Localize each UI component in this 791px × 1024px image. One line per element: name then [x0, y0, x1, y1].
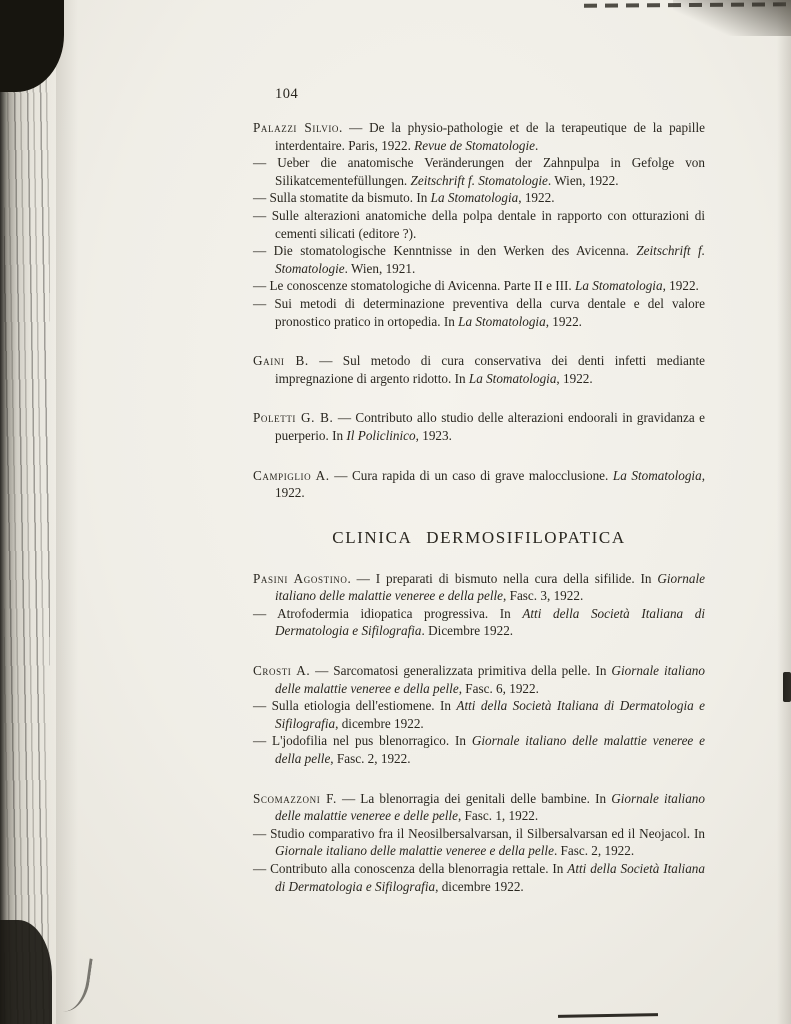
entry-text: , 1923. — [415, 427, 452, 443]
bib-entry-gaini-b — [253, 352, 705, 387]
journal-title: Giornale italiano delle malattie veneree e della pelle — [275, 843, 554, 859]
entry-text: — Contributo alla conoscenza della blenorragia rettale. In — [253, 861, 568, 876]
journal-title: Zeitschrift f. Stomatologie — [410, 172, 548, 188]
author-name: Poletti G. B. — [253, 410, 334, 426]
journal-title: Il Policlinico — [346, 427, 416, 443]
bib-entry-scomazzoni-f — [253, 790, 705, 896]
journal-title: Zeitschrift f. Stomatologie — [275, 243, 705, 276]
bib-item — [253, 790, 705, 825]
bibliography-section-1 — [253, 119, 705, 502]
journal-title: Giornale italiano delle malattie veneree e della pelle — [275, 570, 705, 604]
entry-text: — L'jodofilia nel pus blenorragico. In — [253, 733, 472, 749]
entry-text: , dicembre 1922. — [335, 715, 424, 731]
page-number: 104 — [275, 86, 299, 102]
entry-text: — Die stomatologische Kenntnisse in den Werken des Avicenna. — [253, 243, 637, 259]
bib-item — [253, 119, 705, 154]
bibliography-section-2 — [253, 528, 705, 896]
journal-title: Atti della Società Italiana di Dermatologia e Sifilografia — [275, 698, 706, 731]
entry-text: . Wien, 1922. — [547, 172, 619, 188]
page-content — [253, 86, 705, 917]
author-name: Campiglio A. — [253, 467, 330, 483]
journal-title: La Stomatologia — [458, 313, 546, 329]
entry-text: — Sulla etiologia dell'estiomene. In — [253, 698, 457, 714]
entry-text: . — I preparati di bismuto nella cura della sifilide. In — [347, 570, 658, 586]
bib-entry-crosti-a — [253, 662, 705, 768]
bib-item — [253, 605, 705, 640]
entry-text: , 1922. — [556, 370, 593, 386]
entry-text: — Contributo allo studio delle alterazioni endoorali in gravidanza e puerperio. In — [275, 410, 705, 443]
author-name: Scomazzoni F. — [253, 790, 337, 806]
journal-title: La Stomatologia — [468, 370, 557, 386]
bib-item — [253, 207, 705, 242]
bib-entry-pasini-agostino — [253, 570, 705, 640]
bib-item — [253, 825, 705, 860]
journal-title: La Stomatologia — [612, 467, 702, 483]
journal-title: Giornale italiano delle malattie veneree e della pelle — [275, 733, 705, 767]
bib-item — [253, 860, 705, 895]
scan-artifact-right-edge-shading — [777, 0, 791, 1024]
entry-text: , 1922. — [545, 313, 582, 329]
entry-text: , 1922. — [662, 278, 699, 294]
bib-entry-poletti-g-b — [253, 409, 705, 444]
bib-item — [253, 409, 705, 444]
bib-item — [253, 189, 705, 207]
bib-item — [253, 295, 705, 330]
scan-artifact-page-edge-streaks — [4, 0, 50, 1024]
bib-item — [253, 277, 705, 295]
bibliography-list — [253, 119, 705, 895]
author-name: Pasini Agostino — [253, 570, 348, 586]
entry-text: — La blenorragia dei genitali delle bambine. In — [336, 790, 612, 806]
bib-entry-campiglio-a — [253, 467, 705, 502]
bib-item — [253, 662, 705, 697]
journal-title: Giornale italiano delle malattie veneree e delle pelle — [275, 790, 705, 824]
author-name: Gaini B. — [253, 353, 309, 369]
journal-title: Giornale italiano delle malattie veneree e della pelle — [275, 663, 705, 696]
entry-text: — Sui metodi di determinazione preventiva della curva dentale e del valore pronostico pratico in ortopedia. In — [253, 295, 705, 329]
bib-item — [253, 697, 705, 732]
bib-item — [253, 154, 705, 189]
entry-text: — Sulle alterazioni anatomiche della polpa dentale in rapporto con otturazioni di cementi silicati (editore ?). — [253, 207, 705, 241]
author-name: Palazzi Silvio — [253, 120, 340, 135]
entry-text: — Studio comparativo fra il Neosilbersalvarsan, il Silbersalvarsan ed il Neojacol. In — [253, 825, 705, 841]
bib-item — [253, 732, 705, 767]
entry-text: — Le conoscenze stomatologiche di Avicenna. Parte II e III. — [253, 278, 575, 294]
author-name: Crosti A. — [253, 663, 311, 679]
bib-item — [253, 352, 705, 387]
scan-artifact-binding-fold — [56, 0, 78, 1024]
bib-item — [253, 467, 705, 502]
entry-text: , 1922. — [518, 190, 555, 206]
entry-text: , Fasc. 1, 1922. — [457, 808, 539, 824]
bib-item — [253, 570, 705, 605]
bib-item — [253, 242, 705, 277]
section-heading: CLINICA DERMOSIFILOPATICA — [332, 527, 626, 547]
entry-text: — Ueber die anatomische Veränderungen der Zahnpulpa in Gefolge von Silikatcementefüllungen. — [253, 155, 705, 188]
entry-text: . — [535, 137, 539, 153]
entry-text: — Sulla stomatite da bismuto. In — [253, 190, 431, 206]
entry-text: . — De la physio-pathologie et de la terapeutique de la papille interdentaire. Paris, 1922. — [275, 120, 705, 153]
entry-text: , 1922. — [275, 467, 705, 501]
entry-text: , Fasc. 6, 1922. — [458, 680, 539, 696]
journal-title: Revue de Stomatologie — [414, 137, 536, 153]
journal-title: Atti della Società Italiana di Dermatologia e Sifilografia — [275, 605, 705, 639]
entry-text: — Cura rapida di un caso di grave malocclusione. — [329, 467, 613, 483]
entry-text: — Atrofodermia idiopatica progressiva. In — [253, 605, 523, 621]
entry-text: . Fasc. 2, 1922. — [553, 843, 635, 859]
bib-entry-palazzi-silvio — [253, 119, 705, 330]
entry-text: . Wien, 1921. — [344, 260, 416, 276]
journal-title: Atti della Società Italiana di Dermatologia e Sifilografia — [275, 861, 705, 894]
entry-text: , Fasc. 3, 1922. — [503, 588, 584, 604]
entry-text: — Sarcomatosi generalizzata primitiva della pelle. In — [310, 663, 612, 679]
entry-text: . Dicembre 1922. — [421, 623, 514, 639]
entry-text: , dicembre 1922. — [435, 878, 524, 894]
journal-title: La Stomatologia — [430, 190, 519, 206]
entry-text: — Sul metodo di cura conservativa dei denti infetti mediante impregnazione di argento ridotto. In — [275, 353, 705, 386]
journal-title: La Stomatologia — [575, 278, 663, 294]
entry-text: , Fasc. 2, 1922. — [330, 751, 411, 767]
